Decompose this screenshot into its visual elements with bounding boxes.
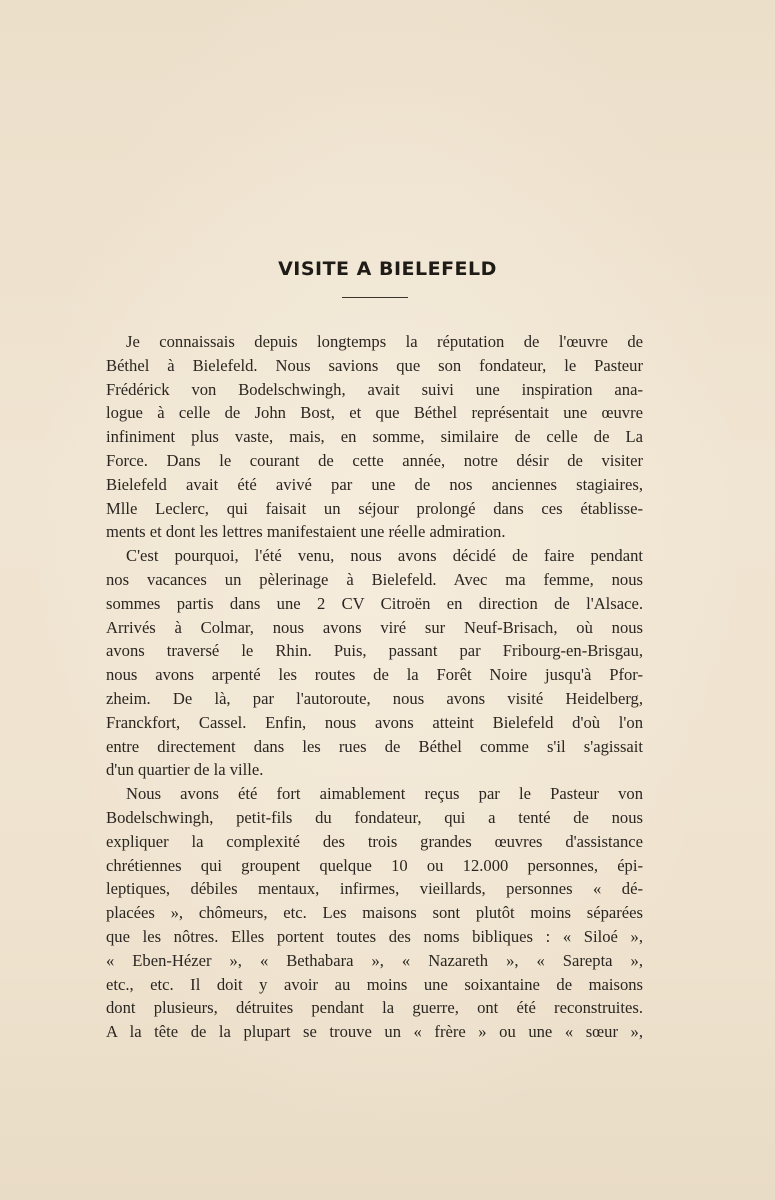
text-line: logue à celle de John Bost, et que Béthel représentait une œuvre [106, 403, 643, 423]
text-line: ments et dont les lettres manifestaient une réelle admiration. [106, 522, 506, 542]
text-line: que les nôtres. Elles portent toutes des noms bibliques : « Siloé », [106, 926, 643, 946]
title-divider [342, 297, 408, 298]
paragraph [106, 544, 643, 782]
text-line: nos vacances un pèlerinage à Bielefeld. Avec ma femme, nous [106, 569, 643, 589]
text-line: zheim. De là, par l'autoroute, nous avons visité Heidelberg, [106, 688, 643, 708]
text-line: dont plusieurs, détruites pendant la guerre, ont été reconstruites. [106, 998, 643, 1018]
text-line: Je connaissais depuis longtemps la réputation de l'œuvre de [126, 332, 643, 351]
text-line: nous avons arpenté les routes de la Forêt Noire jusqu'à Pfor- [106, 665, 643, 685]
text-line: entre directement dans les rues de Béthel comme s'il s'agissait [106, 736, 643, 756]
text-line: « Eben-Hézer », « Bethabara », « Nazareth », « Sarepta », [106, 950, 643, 970]
text-line: d'un quartier de la ville. [106, 760, 264, 780]
text-line: Bodelschwingh, petit-fils du fondateur, qui a tenté de nous [106, 807, 643, 827]
text-line: Frédérick von Bodelschwingh, avait suivi une inspiration ana- [106, 379, 643, 399]
page-title: VISITE A BIELEFELD [278, 258, 497, 280]
text-line: avons traversé le Rhin. Puis, passant par Fribourg-en-Brisgau, [106, 641, 643, 661]
text-line: etc., etc. Il doit y avoir au moins une soixantaine de maisons [106, 974, 643, 994]
text-line: Béthel à Bielefeld. Nous savions que son fondateur, le Pasteur [106, 355, 643, 375]
text-line: A la tête de la plupart se trouve un « frère » ou une « sœur », [106, 1022, 643, 1042]
text-line: C'est pourquoi, l'été venu, nous avons décidé de faire pendant [126, 546, 643, 566]
text-line: chrétiennes qui groupent quelque 10 ou 12.000 personnes, épi- [106, 855, 643, 875]
text-line: leptiques, débiles mentaux, infirmes, vieillards, personnes « dé- [106, 879, 643, 899]
text-line: Arrivés à Colmar, nous avons viré sur Neuf-Brisach, où nous [106, 617, 643, 637]
text-line: Nous avons été fort aimablement reçus par le Pasteur von [126, 784, 643, 804]
text-line: Mlle Leclerc, qui faisait un séjour prolongé dans ces établisse- [106, 498, 643, 518]
text-line: placées », chômeurs, etc. Les maisons sont plutôt moins séparées [106, 903, 643, 923]
text-line: infiniment plus vaste, mais, en somme, similaire de celle de La [106, 427, 643, 447]
text-line: Bielefeld avait été avivé par une de nos anciennes stagiaires, [106, 474, 643, 494]
body-text [106, 330, 643, 1044]
text-line: expliquer la complexité des trois grandes œuvres d'assistance [106, 831, 643, 851]
paragraph [106, 330, 643, 544]
text-line: Franckfort, Cassel. Enfin, nous avons atteint Bielefeld d'où l'on [106, 712, 643, 732]
text-line: Force. Dans le courant de cette année, notre désir de visiter [106, 450, 643, 470]
text-line: sommes partis dans une 2 CV Citroën en direction de l'Alsace. [106, 593, 643, 613]
paragraph [106, 782, 643, 1044]
